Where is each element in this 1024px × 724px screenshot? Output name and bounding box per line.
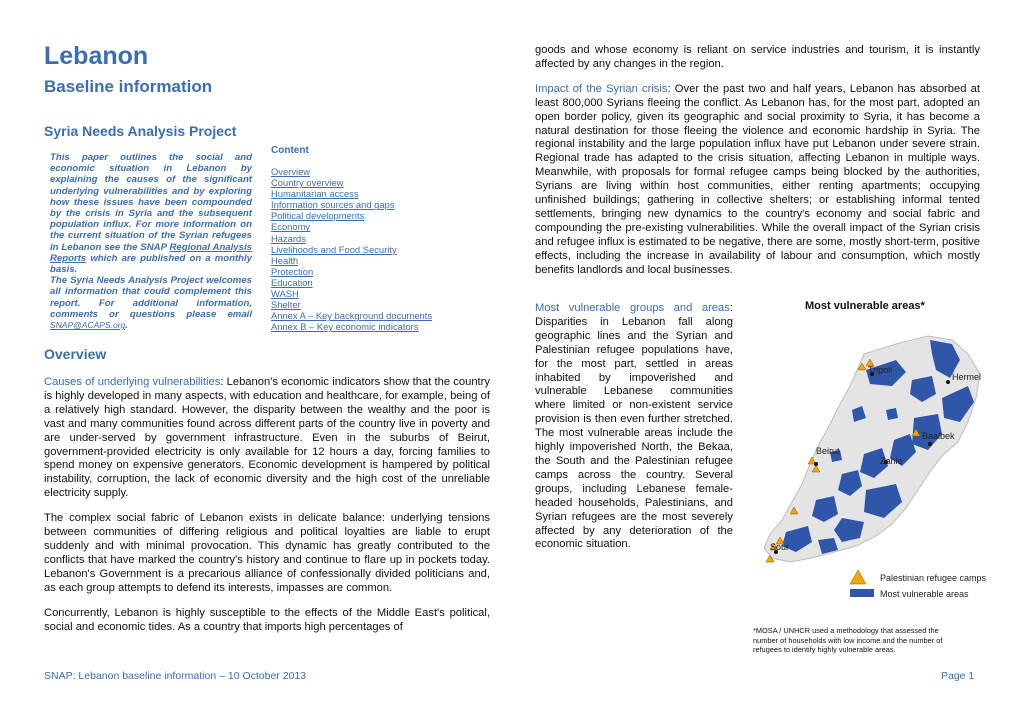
map-footnote: *MOSA / UNHCR used a methodology that assessed the number of households with low income and the number of refugees to identify highly vulnerable areas. (753, 626, 943, 655)
right-column (535, 44, 980, 289)
contact-text: . (125, 320, 128, 332)
social-fabric-paragraph: The complex social fabric of Lebanon exists in delicate balance: underlying tensions between communities of differing religious and political loyalties are liable to erupt suddenly and with minimal provocation. This dynamic has greatly contributed to the conflicts that have marked the country's history and continue to flare up in pockets today. Lebanon's Government is a precarious alliance of confessionally divided politicians and, as each group attempts to defend its interests, impasses are common. (44, 512, 490, 594)
toc-heading: Content (271, 145, 309, 156)
left-column (44, 376, 490, 645)
impact-paragraph (535, 83, 980, 278)
legend-label-vulnerable: Most vulnerable areas (880, 589, 969, 598)
toc-link-wash[interactable]: WASH (271, 288, 299, 300)
contact-text: The Syria Needs Analysis Project welcomes all information that could complement this report. For additional information, comments or questions please email (50, 275, 252, 320)
continued-paragraph: goods and whose economy is reliant on service industries and tourism, it is instantly affected by any changes in the region. (535, 44, 980, 70)
camp-legend-symbol (850, 570, 866, 584)
city-label-zahle: Zahle (880, 456, 903, 466)
impact-lead: Impact of the Syrian crisis (535, 82, 668, 95)
vulnerable-groups-paragraph (535, 302, 733, 552)
vulnerable-legend-symbol (850, 589, 874, 597)
page-subtitle: Baseline information (44, 77, 213, 96)
project-heading: Syria Needs Analysis Project (44, 123, 237, 139)
toc-link-annex-a[interactable]: Annex A – Key background documents (271, 310, 433, 322)
intro-text: This paper outlines the social and economic situation in Lebanon by explaining the causes of the significant underlying vulnerabilities and by exploring how these issues have been compounded by the crisis in Syria and the subsequent population influx. For more information on the current situation of the Syrian refugees in Lebanon see the SNAP (50, 152, 252, 253)
toc-link-education[interactable]: Education (271, 276, 313, 288)
vulnerable-lead: Most vulnerable groups and areas (535, 302, 730, 314)
toc-link-livelihoods[interactable]: Livelihoods and Food Security (271, 243, 397, 255)
toc-list (271, 166, 471, 332)
impact-text: : Over the past two and half years, Lebanon has absorbed at least 800,000 Syrians fleeing the conflict. As Lebanon has, for the most part, adopted an open border policy, given its geographic and social proximity to Syria, it has become a natural destination for those fleeing the violence and economic hardship in Syria. The regional instability and the large population influx have put Lebanon under severe strain. Regional trade has adapted to the crisis situation, affecting Lebanon in multiple ways. Meanwhile, with proposals for formal refugee camps being blocked by the authorities, Syrians are living within host communities, either renting apartments; occupying unfinished buildings; gathering in collective shelters; or establishing informal tented settlements, bringing new dynamics to the country's economy and social fabric and compounding the pre-existing vulnerabilities. While the overall impact of the Syrian crisis and refugee influx is estimated to be negative, there are some, mostly short-term, positive effects, including the increase in availability of labour and consumption, which mostly benefits landlords and local businesses. (535, 82, 980, 276)
map-legend (850, 570, 987, 598)
footer-source: SNAP: Lebanon baseline information – 10 October 2013 (44, 670, 307, 682)
vulnerability-map (746, 326, 998, 598)
toc-link-shelter[interactable]: Shelter (271, 299, 301, 311)
city-label-baalbek: Baalbek (922, 431, 955, 441)
toc-link-country-overview[interactable]: Country overview (271, 177, 344, 189)
toc-link-political-developments[interactable]: Political developments (271, 210, 365, 222)
page-title: Lebanon (44, 42, 149, 70)
toc-link-annex-b[interactable]: Annex B – Key economic indicators (271, 321, 419, 333)
contact-paragraph (50, 275, 252, 331)
vulnerable-text: : Disparities in Lebanon fall along geographic lines and the Syrian and Palestinian refugee populations have, for the most part, settled in areas inhabited by impoverished and vulnerable Lebanese communities where limited or non-existent service provision is then even further stretched. The most vulnerable areas include the highly impoverished North, the Bekaa, the South and the Palestinian refugee camps across the country. Several groups, including Lebanese female-headed households, Palestinians, and Syrian refugees are the most severely affected by any deterioration of the economic situation. (535, 302, 733, 551)
city-label-sour: Sour (770, 542, 790, 552)
regional-analysis-link[interactable]: Regional Analysis Reports (50, 241, 252, 264)
map-title: Most vulnerable areas* (805, 300, 925, 312)
causes-paragraph (44, 376, 490, 501)
city-label-tripoli: Tripoli (868, 365, 893, 375)
causes-lead: Causes of underlying vulnerabilities (44, 376, 221, 388)
toc-link-health[interactable]: Health (271, 254, 299, 266)
toc-link-economy[interactable]: Economy (271, 221, 311, 233)
concurrently-paragraph: Concurrently, Lebanon is highly susceptible to the effects of the Middle East's political, social and economic tides. As a country that imports high percentages of (44, 606, 490, 633)
table-of-contents (271, 145, 471, 332)
toc-link-overview[interactable]: Overview (271, 166, 311, 177)
causes-text: : Lebanon's economic indicators show that the country is highly developed in many aspects, with education and healthcare, for example, being of a relatively high standard. However, the disparity between the wealthy and the poor is vast and many communities found across different parts of the country live in poverty and are under-served by government infrastructure. Even in the suburbs of Beirut, government-provided electricity is only available for 12 hours a day, forcing families to spend money on expensive generators. Economic development is hampered by political instability, corruption, the lack of economic diversity and the high cost of the unreliable electricity supply. (44, 376, 490, 500)
vulnerable-groups-block (535, 302, 733, 552)
toc-link-hazards[interactable]: Hazards (271, 232, 306, 244)
toc-link-humanitarian-access[interactable]: Humanitarian access (271, 188, 359, 200)
intro-box (50, 152, 252, 331)
legend-label-camps: Palestinian refugee camps (880, 573, 987, 583)
intro-text: which are published on a monthly basis. (50, 252, 252, 276)
city-label-beirut: Beirut (816, 446, 840, 456)
city-label-hermel: Hermel (952, 372, 982, 382)
intro-paragraph (50, 152, 252, 275)
toc-link-protection[interactable]: Protection (271, 265, 314, 277)
email-link[interactable]: SNAP@ACAPS.org (50, 320, 126, 331)
toc-link-information-sources[interactable]: Information sources and gaps (271, 199, 395, 211)
overview-heading: Overview (44, 346, 107, 362)
page-number: Page 1 (941, 670, 975, 682)
